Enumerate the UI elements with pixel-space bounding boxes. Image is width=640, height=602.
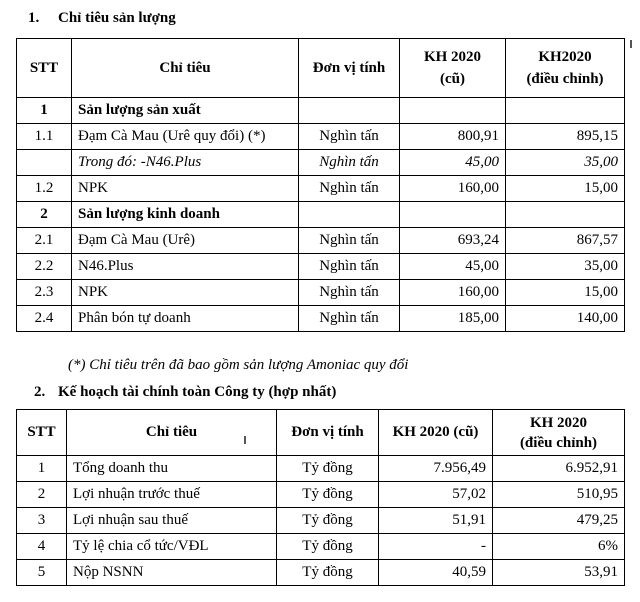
table-header-row <box>17 39 625 98</box>
row-indicator: Đạm Cà Mau (Urê quy đổi) (*) <box>72 124 299 150</box>
row-indicator: Sản lượng kinh doanh <box>72 202 299 228</box>
row-unit: Nghìn tấn <box>299 306 400 332</box>
row-indicator: Trong đó: -N46.Plus <box>72 150 299 176</box>
header-plan-old: KH 2020 (cũ) <box>379 410 493 456</box>
row-unit <box>299 202 400 228</box>
row-plan-adjusted <box>506 98 625 124</box>
row-unit: Tỷ đồng <box>277 560 379 586</box>
row-stt: 4 <box>17 534 67 560</box>
row-plan-old: 7.956,49 <box>379 456 493 482</box>
section-1-number: 1. <box>28 10 40 26</box>
header-indicator: Chỉ tiêu <box>67 410 277 456</box>
row-indicator: Lợi nhuận trước thuế <box>67 482 277 508</box>
row-plan-old: 800,91 <box>400 124 506 150</box>
section-2-number: 2. <box>34 384 46 400</box>
row-plan-old: 45,00 <box>400 150 506 176</box>
row-unit: Nghìn tấn <box>299 124 400 150</box>
row-stt: 2 <box>17 202 72 228</box>
row-unit: Tỷ đồng <box>277 456 379 482</box>
row-stt: 2.1 <box>17 228 72 254</box>
row-plan-adjusted: 479,25 <box>493 508 625 534</box>
section-1-title: Chỉ tiêu sản lượng <box>58 10 176 26</box>
row-plan-old <box>400 202 506 228</box>
row-indicator: NPK <box>72 280 299 306</box>
row-stt <box>17 150 72 176</box>
row-indicator: Phân bón tự doanh <box>72 306 299 332</box>
header-stt: STT <box>17 410 67 456</box>
row-stt: 2.3 <box>17 280 72 306</box>
row-indicator: Đạm Cà Mau (Urê) <box>72 228 299 254</box>
header-indicator: Chỉ tiêu <box>72 39 299 98</box>
row-unit: Tỷ đồng <box>277 534 379 560</box>
table-row <box>17 228 625 254</box>
header-plan-adjusted: KH 2020 (điều chỉnh) <box>493 410 625 456</box>
row-plan-adjusted: 6% <box>493 534 625 560</box>
row-plan-adjusted: 53,91 <box>493 560 625 586</box>
row-plan-old: 693,24 <box>400 228 506 254</box>
row-plan-adjusted <box>506 202 625 228</box>
table-row <box>17 482 625 508</box>
table-row <box>17 254 625 280</box>
row-indicator: Tỷ lệ chia cổ tức/VĐL <box>67 534 277 560</box>
row-unit: Tỷ đồng <box>277 482 379 508</box>
row-unit: Nghìn tấn <box>299 254 400 280</box>
row-plan-adjusted: 510,95 <box>493 482 625 508</box>
row-stt: 2.2 <box>17 254 72 280</box>
scan-mark <box>244 436 246 444</box>
header-unit: Đơn vị tính <box>299 39 400 98</box>
table-row <box>17 560 625 586</box>
row-unit: Nghìn tấn <box>299 176 400 202</box>
header-plan-old: KH 2020 (cũ) <box>400 39 506 98</box>
table-row <box>17 150 625 176</box>
row-plan-old: 185,00 <box>400 306 506 332</box>
footnote: (*) Chỉ tiêu trên đã bao gồm sản lượng Amoniac quy đổi <box>68 357 409 373</box>
row-stt: 2 <box>17 482 67 508</box>
row-plan-adjusted: 6.952,91 <box>493 456 625 482</box>
row-stt: 1 <box>17 98 72 124</box>
row-plan-adjusted: 15,00 <box>506 280 625 306</box>
row-stt: 1 <box>17 456 67 482</box>
table-row <box>17 306 625 332</box>
row-stt: 3 <box>17 508 67 534</box>
table-row <box>17 124 625 150</box>
row-indicator: NPK <box>72 176 299 202</box>
row-plan-adjusted: 35,00 <box>506 150 625 176</box>
table-row <box>17 456 625 482</box>
row-unit: Nghìn tấn <box>299 150 400 176</box>
row-plan-adjusted: 35,00 <box>506 254 625 280</box>
row-plan-old: 51,91 <box>379 508 493 534</box>
table-header-row <box>17 410 625 456</box>
header-plan-adjusted: KH2020 (điều chỉnh) <box>506 39 625 98</box>
table-row <box>17 176 625 202</box>
row-plan-old: 160,00 <box>400 280 506 306</box>
row-plan-old: 45,00 <box>400 254 506 280</box>
row-indicator: Nộp NSNN <box>67 560 277 586</box>
row-stt: 2.4 <box>17 306 72 332</box>
header-stt: STT <box>17 39 72 98</box>
production-targets-table <box>16 38 625 332</box>
row-plan-old <box>400 98 506 124</box>
row-plan-old: 57,02 <box>379 482 493 508</box>
scan-mark <box>630 40 632 48</box>
row-plan-adjusted: 895,15 <box>506 124 625 150</box>
row-plan-old: 160,00 <box>400 176 506 202</box>
row-stt: 1.2 <box>17 176 72 202</box>
table-row <box>17 534 625 560</box>
section-2-heading <box>34 383 336 401</box>
row-indicator: Sản lượng sản xuất <box>72 98 299 124</box>
section-2-title: Kế hoạch tài chính toàn Công ty (hợp nhất) <box>58 384 337 400</box>
row-indicator: N46.Plus <box>72 254 299 280</box>
row-plan-adjusted: 867,57 <box>506 228 625 254</box>
header-unit: Đơn vị tính <box>277 410 379 456</box>
row-stt: 1.1 <box>17 124 72 150</box>
row-unit <box>299 98 400 124</box>
table-row <box>17 280 625 306</box>
table-row <box>17 202 625 228</box>
row-unit: Tỷ đồng <box>277 508 379 534</box>
row-plan-adjusted: 140,00 <box>506 306 625 332</box>
row-plan-old: - <box>379 534 493 560</box>
section-1-heading <box>28 9 176 27</box>
row-indicator: Tổng doanh thu <box>67 456 277 482</box>
row-plan-old: 40,59 <box>379 560 493 586</box>
row-unit: Nghìn tấn <box>299 280 400 306</box>
row-indicator: Lợi nhuận sau thuế <box>67 508 277 534</box>
row-stt: 5 <box>17 560 67 586</box>
table-row <box>17 508 625 534</box>
row-unit: Nghìn tấn <box>299 228 400 254</box>
row-plan-adjusted: 15,00 <box>506 176 625 202</box>
table-row <box>17 98 625 124</box>
financial-plan-table <box>16 409 625 586</box>
